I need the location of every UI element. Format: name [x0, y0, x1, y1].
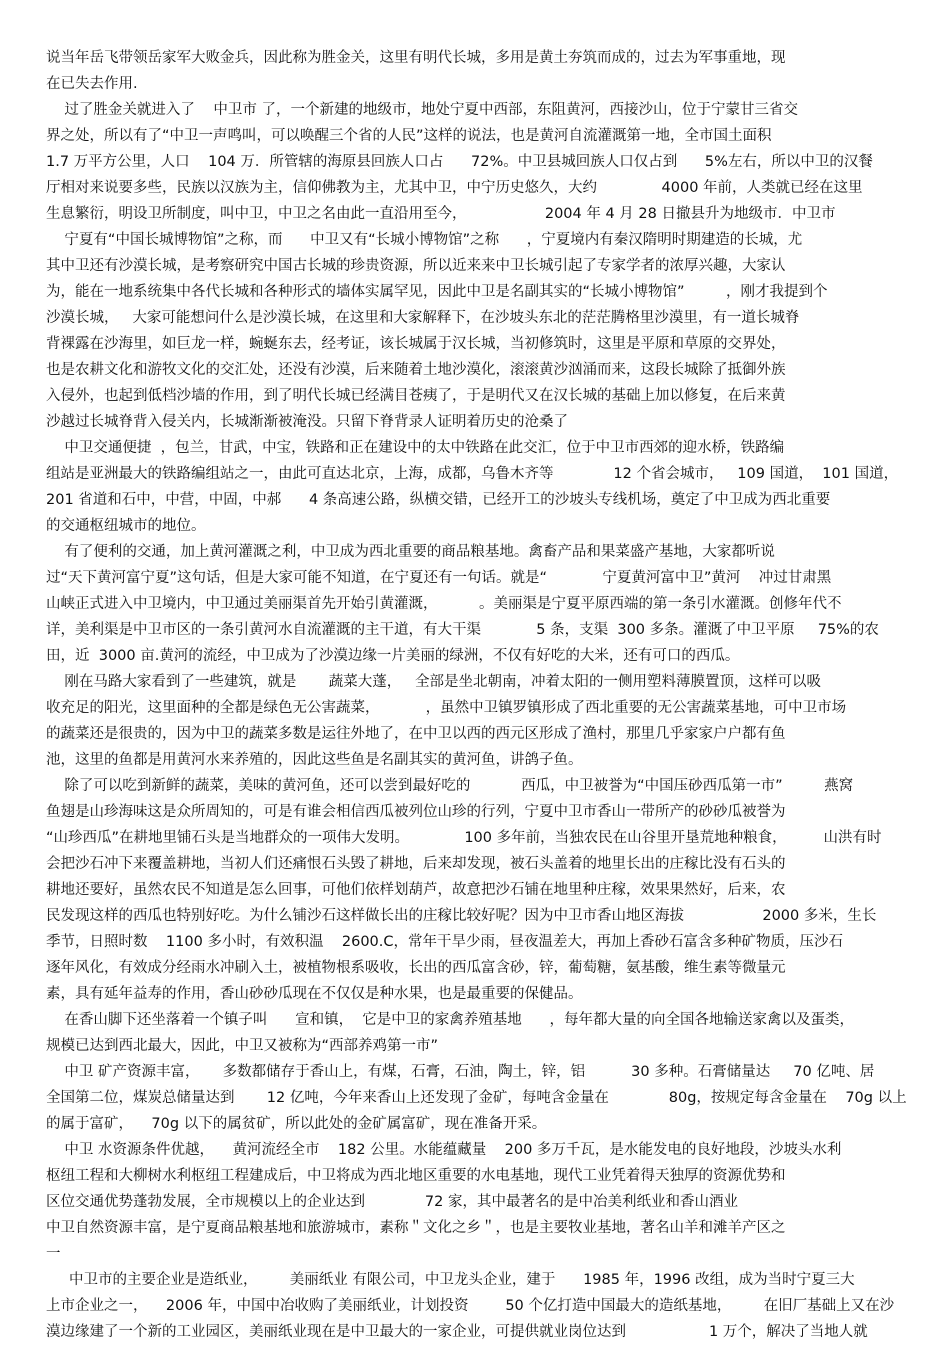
text-line: 有了便利的交通，加上黄河灌溉之利，中卫成为西北重要的商品粮基地。禽畜产品和果菜盛产基地，大家都听说 — [46, 544, 775, 560]
text-line: 背裸露在沙海里，如巨龙一样，蜿蜒东去，经考证，该长城属于汉长城，当初修筑时，这里是平原和草原的交界处， — [46, 336, 786, 352]
text-line: 中卫市的主要企业是造纸业， 美丽纸业 有限公司，中卫龙头企业，建于 1985 年，1996 改组，成为当时宁夏三大 — [46, 1272, 855, 1288]
text-line: 收充足的阳光，这里面种的全都是绿色无公害蔬菜， ，虽然中卫镇罗镇形成了西北重要的无公害蔬菜基地，可中卫市场 — [46, 700, 847, 716]
text-line: 全国第二位，煤炭总储量达到 12 亿吨，今年来香山上还发现了金矿，每吨含金量在 80g，按规定每含金量在 70g 以上 — [46, 1090, 907, 1106]
text-line: 界之处，所以有了“中卫一声鸣叫，可以唤醒三个省的人民”这样的说法，也是黄河自流灌溉第一地，全市国土面积 — [46, 128, 772, 144]
text-line: 漠边缘建了一个新的工业园区，美丽纸业现在是中卫最大的一家企业，可提供就业岗位达到 1 万个，解决了当地人就 — [46, 1324, 868, 1340]
text-line: 民发现这样的西瓜也特别好吃。为什么铺沙石这样做长出的庄稼比较好呢？因为中卫市香山地区海拔 2000 多米，生长 — [46, 908, 877, 924]
text-line: 过“天下黄河富宁夏”这句话，但是大家可能不知道，在宁夏还有一句话。就是“ 宁夏黄河富中卫”黄河 冲过甘肃黑 — [46, 570, 832, 586]
text-line: 宁夏有“中国长城博物馆”之称，而 中卫又有“长城小博物馆”之称 ，宁夏境内有秦汉隋明时期建造的长城，尤 — [46, 232, 803, 248]
text-line: 中卫自然资源丰富，是宁夏商品粮基地和旅游城市，素称＂文化之乡＂，也是主要牧业基地，著名山羊和滩羊产区之 — [46, 1220, 786, 1236]
text-line: 池，这里的鱼都是用黄河水来养殖的，因此这些鱼是名副其实的黄河鱼，讲鸽子鱼。 — [46, 752, 583, 768]
text-line: 其中卫还有沙漠长城，是考察研究中国古长城的珍贵资源，所以近来来中卫长城引起了专家学者的浓厚兴趣，大家认 — [46, 258, 786, 274]
text-line: 鱼翅是山珍海味这是众所周知的，可是有谁会相信西瓜被列位山珍的行列，宁夏中卫市香山一带所产的砂砂瓜被誉为 — [46, 804, 786, 820]
text-line: “山珍西瓜”在耕地里铺石头是当地群众的一项伟大发明。 100 多年前，当独农民在山谷里开垦荒地种粮食， 山洪有时 — [46, 830, 882, 846]
text-line: 生息繁衍，明设卫所制度，叫中卫，中卫之名由此一直沿用至今， 2004 年 4 月 28 日撤县升为地级市．中卫市 — [46, 206, 836, 222]
text-line: 山峡正式进入中卫境内，中卫通过美丽渠首先开始引黄灌溉， 。美丽渠是宁夏平原西端的第一条引水灌溉。创修年代不 — [46, 596, 842, 612]
text-line: 素，具有延年益寿的作用，香山砂砂瓜现在不仅仅是种水果，也是最重要的保健品。 — [46, 986, 583, 1002]
text-line: 规模已达到西北最大，因此，中卫又被称为“西部养鸡第一市” — [46, 1038, 439, 1054]
text-line: 过了胜金关就进入了 中卫市 了，一个新建的地级市，地处宁夏中西部，东阻黄河，西接沙山，位于宁蒙甘三省交 — [46, 102, 798, 118]
text-line: 也是农耕文化和游牧文化的交汇处，还没有沙漠，后来随着土地沙漠化，滚滚黄沙汹涌而来，这段长城除了抵御外族 — [46, 362, 786, 378]
text-line: 厅相对来说要多些，民族以汉族为主，信仰佛教为主，尤其中卫，中宁历史悠久，大约 4000 年前，人类就已经在这里 — [46, 180, 863, 196]
text-line: 中卫 水资源条件优越， 黄河流经全市 182 公里。水能蕴藏量 200 多万千瓦，是水能发电的良好地段，沙坡头水利 — [46, 1142, 842, 1158]
text-line: 上市企业之一， 2006 年，中国中冶收购了美丽纸业，计划投资 50 个亿打造中国最大的造纸基地， 在旧厂基础上又在沙 — [46, 1298, 895, 1314]
text-line: 刚在马路大家看到了一些建筑，就是 蔬菜大蓬， 全部是坐北朝南，冲着太阳的一侧用塑料薄膜置顶，这样可以吸 — [46, 674, 822, 690]
text-line: 201 省道和石中，中营，中固，中郝 4 条高速公路，纵横交错，已经开工的沙坡头专线机场，奠定了中卫成为西北重要 — [46, 492, 831, 508]
text-line: 沙越过长城脊背入侵关内，长城渐渐被淹没。只留下脊背录人证明着历史的沧桑了 — [46, 414, 568, 430]
text-line: 沙漠长城， 大家可能想问什么是沙漠长城，在这里和大家解释下，在沙坡头东北的茫茫腾格里沙漠里，有一道长城脊 — [46, 310, 800, 326]
text-line: 一 — [46, 1246, 61, 1262]
text-line: 枢纽工程和大柳树水利枢纽工程建成后，中卫将成为西北地区重要的水电基地，现代工业凭着得天独厚的资源优势和 — [46, 1168, 786, 1184]
text-line: 中卫交通便捷 ，包兰，甘武，中宝，铁路和正在建设中的太中铁路在此交汇，位于中卫市西郊的迎水桥，铁路编 — [46, 440, 785, 456]
text-line: 中卫 矿产资源丰富， 多数都储存于香山上，有煤，石膏，石油，陶土，锌，铝 30 多种。石膏储量达 70 亿吨、居 — [46, 1064, 875, 1080]
text-line: 的交通枢纽城市的地位。 — [46, 518, 206, 534]
text-line: 逐年风化，有效成分经雨水冲刷入土，被植物根系吸收，长出的西瓜富含砂，锌，葡萄糖，氨基酸，维生素等微量元 — [46, 960, 786, 976]
text-line: 组站是亚洲最大的铁路编组站之一，由此可直达北京，上海，成都，乌鲁木齐等 12 个省会城市， 109 国道， 101 国道， — [46, 466, 899, 482]
text-line: 区位交通优势蓬勃发展，全市规模以上的企业达到 72 家，其中最著名的是中冶美利纸业和香山酒业 — [46, 1194, 738, 1210]
text-line: 田，近 3000 亩.黄河的流经，中卫成为了沙漠边缘一片美丽的绿洲，不仅有好吃的大米，还有可口的西瓜。 — [46, 648, 740, 664]
text-line: 1.7 万平方公里，人口 104 万．所管辖的海原县回族人口占 72%。中卫县城回族人口仅占到 5%左右，所以中卫的汉餐 — [46, 154, 873, 170]
text-line: 在香山脚下还坐落着一个镇子叫 宣和镇， 它是中卫的家禽养殖基地 ，每年都大量的向全国各地输送家禽以及蛋类， — [46, 1012, 854, 1028]
text-line: 季节，日照时数 1100 多小时，有效积温 2600.C，常年干旱少雨，昼夜温差大，再加上香砂石富含多种矿物质，压沙石 — [46, 934, 844, 950]
text-line: 的蔬菜还是很贵的，因为中卫的蔬菜多数是运往外地了，在中卫以西的西元区形成了渔村，那里几乎家家户户都有鱼 — [46, 726, 786, 742]
text-line: 耕地还要好，虽然农民不知道是怎么回事，可他们依样划葫芦，故意把沙石铺在地里种庄稼，效果果然好，后来，农 — [46, 882, 786, 898]
text-line: 详，美利渠是中卫市区的一条引黄河水自流灌溉的主干道，有大干渠 5 条，支渠 300 多条。灌溉了中卫平原 75%的农 — [46, 622, 879, 638]
text-line: 除了可以吃到新鲜的蔬菜，美味的黄河鱼，还可以尝到最好吃的 西瓜，中卫被誉为“中国压砂西瓜第一市” 燕窝 — [46, 778, 854, 794]
text-line: 在已失去作用. — [46, 76, 138, 92]
text-line: 说当年岳飞带领岳家军大败金兵，因此称为胜金关，这里有明代长城，多用是黄土夯筑而成的，过去为军事重地，现 — [46, 50, 786, 66]
text-line: 为，能在一地系统集中各代长城和各种形式的墙体实属罕见，因此中卫是名副其实的“长城小博物馆” ，刚才我提到个 — [46, 284, 828, 300]
text-line: 入侵外，也起到低档沙墙的作用，到了明代长城已经满目苍痍了，于是明代又在汉长城的基础上加以修复，在后来黄 — [46, 388, 786, 404]
text-line: 会把沙石冲下来覆盖耕地，当初人们还痛恨石头毁了耕地，后来却发现，被石头盖着的地里长出的庄稼比没有石头的 — [46, 856, 786, 872]
text-line: 的属于富矿， 70g 以下的属贫矿，所以此处的金矿属富矿，现在准备开采。 — [46, 1116, 547, 1132]
